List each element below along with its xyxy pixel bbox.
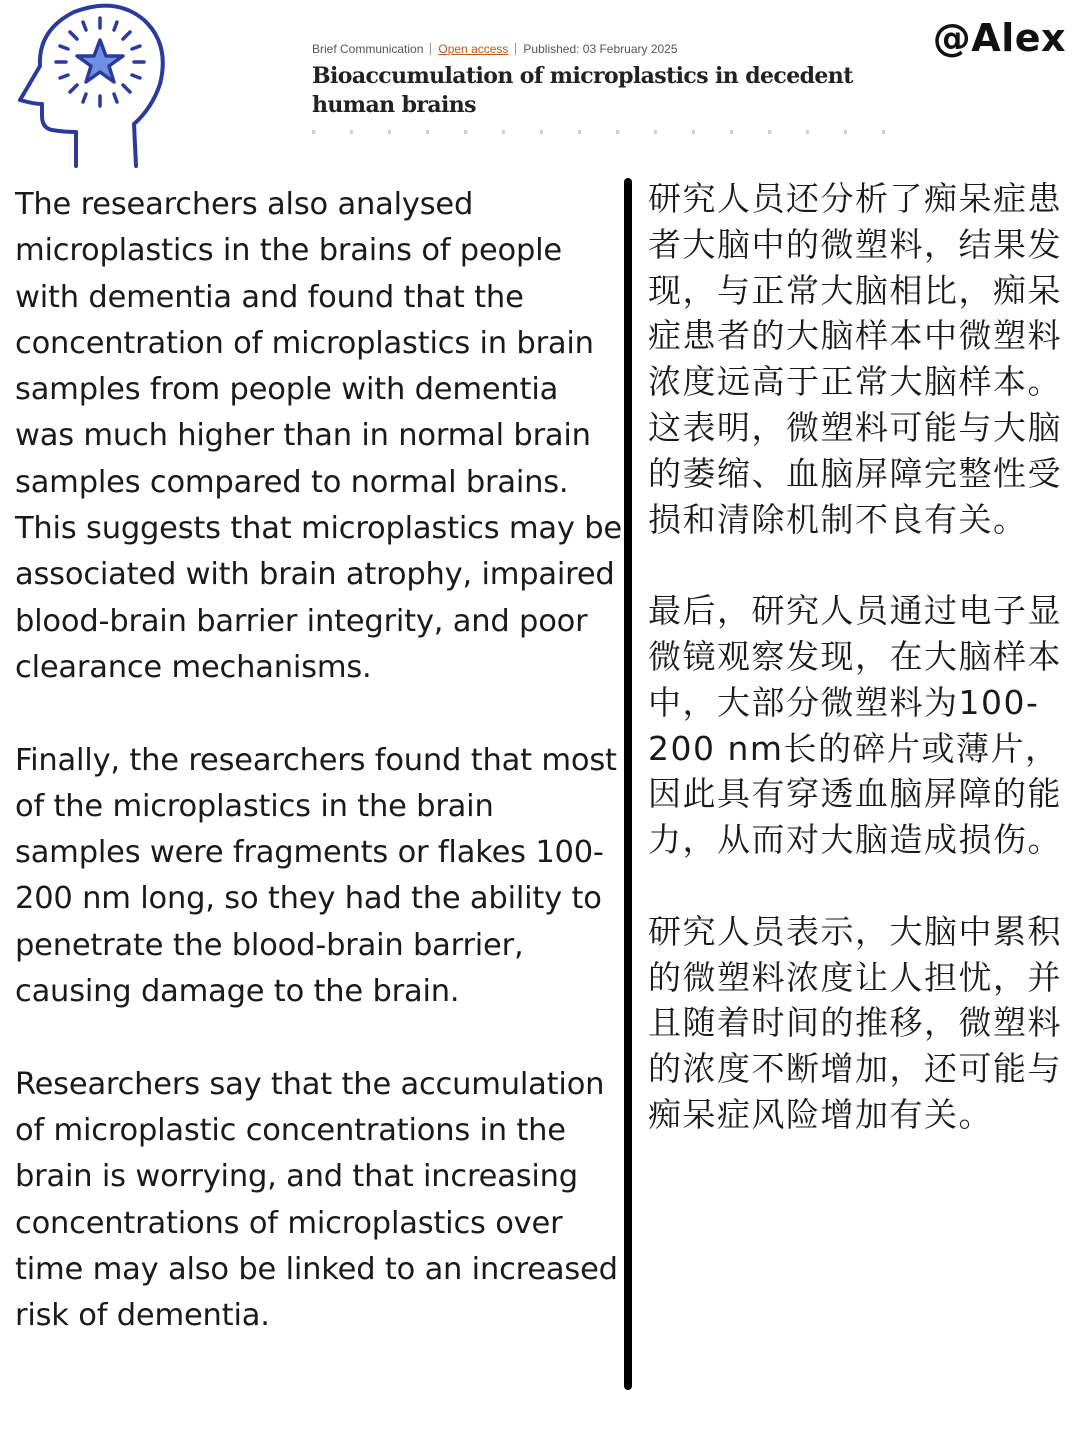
article-meta (312, 42, 912, 56)
author-handle: @Alex (932, 16, 1066, 60)
open-access-link[interactable]: Open access (438, 42, 509, 56)
english-paragraph-2: Finally, the researchers found that most of the microplastics in the brain samples were fragments or flakes 100-200 nm long, so they had the ability to penetrate the blood-brain barrier, causing damage to the brain. (15, 742, 617, 1010)
article-header (312, 42, 912, 120)
english-paragraph-3: Researchers say that the accumulation of microplastic concentrations in the brain is worrying, and that increasing concentrations of microplastics over time may also be linked to an increased risk of dementia. (15, 1066, 618, 1334)
english-column (15, 182, 625, 1386)
chinese-column (648, 176, 1068, 1184)
published-date: Published: 03 February 2025 (523, 42, 678, 56)
english-paragraph-1: The researchers also analysed microplastics in the brains of people with dementia and found that the concentration of microplastics in brain samples from people with dementia was much higher than in normal brain samples compared to normal brains. This suggests that microplastics may be associated with brain atrophy, impaired blood-brain barrier integrity, and poor clearance mechanisms. (15, 187, 622, 685)
meta-separator (515, 43, 516, 55)
brain-idea-icon (12, 0, 172, 170)
meta-separator (430, 43, 431, 55)
chinese-paragraph-2: 最后，研究人员通过电子显微镜观察发现，在大脑样本中，大部分微塑料为100-200 nm长的碎片或薄片，因此具有穿透血脑屏障的能力，从而对大脑造成损伤。 (648, 591, 1062, 860)
cropped-text-edge (312, 130, 892, 134)
column-divider (624, 178, 632, 1390)
article-title: Bioaccumulation of microplastics in decedent human brains (312, 63, 853, 118)
article-type: Brief Communication (312, 42, 424, 56)
chinese-paragraph-1: 研究人员还分析了痴呆症患者大脑中的微塑料，结果发现，与正常大脑相比，痴呆症患者的大脑样本中微塑料浓度远高于正常大脑样本。这表明，微塑料可能与大脑的萎缩、血脑屏障完整性受损和清除机制不良有关。 (648, 179, 1062, 539)
chinese-paragraph-3: 研究人员表示，大脑中累积的微塑料浓度让人担忧，并且随着时间的推移，微塑料的浓度不断增加，还可能与痴呆症风险增加有关。 (648, 911, 1062, 1134)
